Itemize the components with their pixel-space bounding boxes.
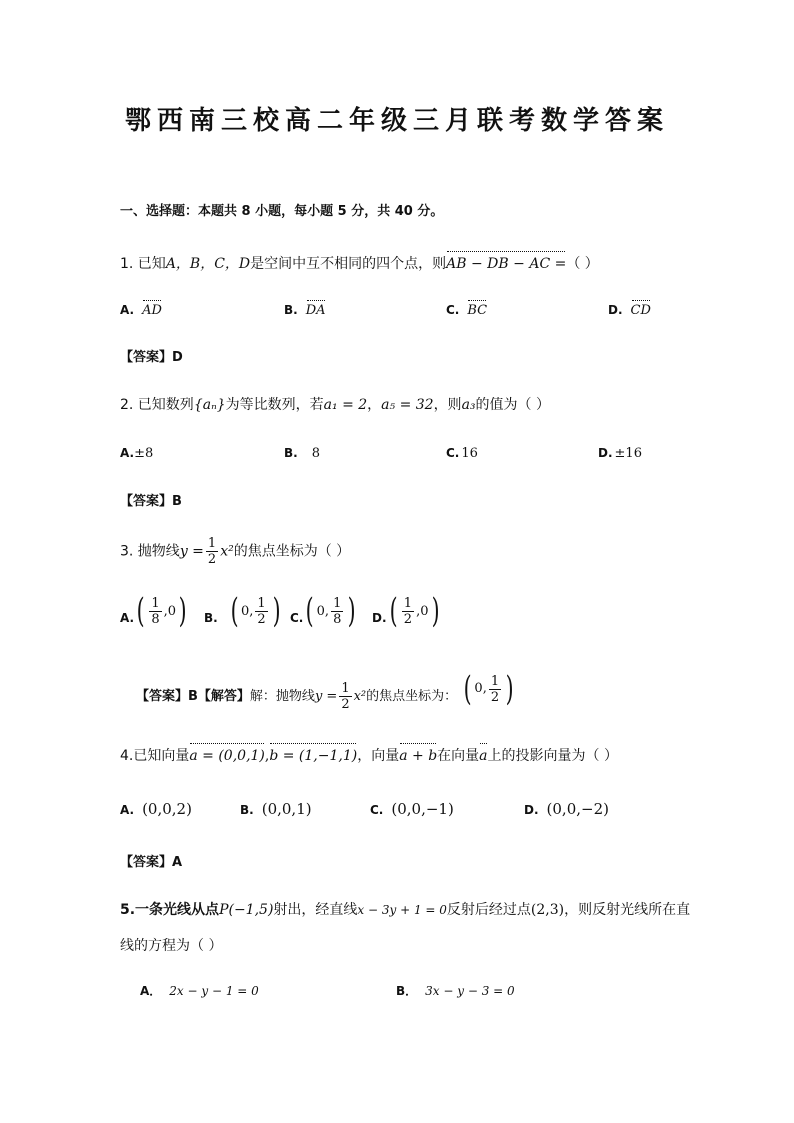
q4-vector-a: a = (0,0,1) [189,748,265,764]
q2-sep: ， [367,397,382,413]
q3-option-b[interactable]: B. ( 0 , $\frac{1}{2}$ ) [204,591,281,631]
q3-answer: 【答案】B【解答】解：抛物线y = $\frac{1}{2}$ x²的焦点坐标为： ( 0 , $\frac{1}{2}$ ) [136,672,516,712]
q2-tail: 的值为（ ） [475,397,550,413]
q5-point2: (2,3) [530,902,565,918]
q2-target: a₃ [461,397,476,413]
q4-option-a[interactable]: A. (0,0,2) [120,800,192,818]
q2-option-a[interactable]: A.±8 [120,446,154,461]
q2-mid2: ，则 [433,397,462,413]
q2-option-b[interactable]: B. 8 [284,446,320,461]
q4-option-b[interactable]: B. (0,0,1) [240,800,312,818]
q2-sequence: {aₙ} [193,397,226,413]
q1-option-c[interactable]: C. BC [446,303,488,318]
q3-option-d[interactable]: D. ( $\frac{1}{2}$ , 0 ) [372,591,440,631]
q4-answer: 【答案】A [120,855,183,870]
q1-paren: （ ） [566,256,599,272]
q1-prefix: 1. 已知 [120,256,166,272]
q3-answer-point: ( 0 , $\frac{1}{2}$ ) [463,669,514,709]
q2-condition-2: a₅ = 32 [381,397,434,413]
q2-option-d[interactable]: D. ±16 [598,446,642,461]
q1-points: A，B，C，D [165,256,251,272]
section-heading: 一、选择题：本题共 8 小题，每小题 5 分，共 40 分。 [120,204,444,219]
q1-option-a[interactable]: A. AD [120,303,162,318]
question-5: 5.一条光线从点P(−1,5)射出，经直线x − 3y + 1 = 0反射后经过点(2,3)，则反射光线所在直 [120,902,691,918]
q2-mid1: 为等比数列，若 [225,397,324,413]
q3-tail: 的焦点坐标为（ ） [233,543,351,560]
q4-prefix: 4.已知向量 [120,748,190,764]
q5-point: P(−1,5) [219,902,274,918]
q1-answer: 【答案】D [120,350,183,365]
q3-fraction: $\frac{1}{2}$ [207,536,217,567]
q4-vector-b: b = (1,−1,1) [269,748,358,764]
q4-option-d[interactable]: D. (0,0,−2) [524,800,609,818]
q2-condition-1: a₁ = 2 [323,397,368,413]
q3-answer-tag: 【答案】B【解答】 [136,689,250,704]
q5-prefix: 5.一条光线从点 [120,902,220,918]
q1-option-b[interactable]: B. DA [284,303,326,318]
q1-expression: AB − DB − AC = [446,256,567,272]
q3-answer-text: 解：抛物线 [249,689,315,704]
q5-line: x − 3y + 1 = 0 [357,903,447,917]
question-5-line2: 线的方程为（ ） [120,938,223,954]
q3-option-a[interactable]: A. ( $\frac{1}{8}$ , 0 ) [120,591,187,631]
question-4: 4.已知向量a = (0,0,1),b = (1,−1,1)，向量a + b在向量a上的投影向量为（ ） [120,748,618,764]
q2-prefix: 2. 已知数列 [120,397,194,413]
q3-prefix: 3. 抛物线 [120,543,180,560]
question-2 [120,395,550,415]
question-1 [120,254,599,274]
q4-option-c[interactable]: C. (0,0,−1) [370,800,454,818]
q2-answer: 【答案】B [120,494,182,509]
question-3 [120,536,350,567]
q2-option-c[interactable]: C. 16 [446,446,478,461]
q1-mid: 是空间中互不相同的四个点，则 [250,256,447,272]
q1-option-d[interactable]: D. CD [608,303,651,318]
page-title: 鄂西南三校高二年级三月联考数学答案 [124,106,669,136]
q3-lhs: y = [179,543,204,560]
q3-option-c[interactable]: C. ( 0 , $\frac{1}{8}$ ) [290,591,356,631]
q4-sum: a + b [399,748,438,764]
q5-option-b[interactable]: B． 3x − y − 3 = 0 [396,984,515,998]
q5-option-a[interactable]: A． 2x − y − 1 = 0 [140,984,259,998]
q3-var: x² [220,543,234,560]
